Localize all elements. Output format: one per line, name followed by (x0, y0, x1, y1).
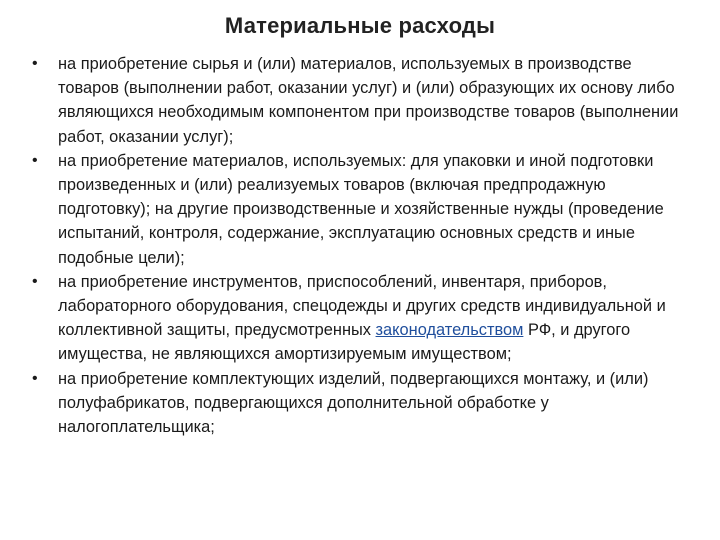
bullet-text: на приобретение сырья и (или) материалов, используемых в производстве товаров (выполнении работ, оказании услуг) и (или) образующих их основу либо являющихся необходимым компонентом при производстве товаров (выполнении работ, оказании услуг); (58, 55, 679, 146)
bullet-text-after-link: РФ, и другого имущества, не являющихся амортизируемым имуществом; (58, 321, 631, 364)
bullet-dot: • (32, 151, 38, 169)
slide-title: Материальные расходы (224, 13, 496, 38)
bullet-item-components (32, 367, 694, 440)
bullet-text-before-link: на приобретение инструментов, приспособлений, инвентаря, приборов, лабораторного оборудования, спецодежды и других средств индивидуальной и коллективной защиты, предусмотренных (58, 272, 666, 340)
bullet-text: на приобретение комплектующих изделий, подвергающихся монтажу, и (или) полуфабрикатов, подвергающихся дополнительной обработке у налогоплательщика; (58, 369, 649, 437)
bullet-item-tools-equipment (32, 270, 694, 367)
legislation-link[interactable]: законодательством (375, 321, 524, 340)
bullet-item-packaging-materials (32, 149, 694, 270)
bullet-text: на приобретение материалов, используемых: для упаковки и иной подготовки произведенных и (или) реализуемых товаров (включая предпродажную подготовку); на другие производственные и хозяйственные нужды (проведение испытаний, контроля, содержание, эксплуатацию основных средств и иные подобные цели); (58, 151, 664, 267)
bullet-dot: • (32, 272, 38, 290)
bullet-list (32, 52, 694, 439)
bullet-dot: • (32, 369, 38, 387)
bullet-dot: • (32, 55, 38, 72)
bullet-item-raw-materials (32, 52, 694, 149)
